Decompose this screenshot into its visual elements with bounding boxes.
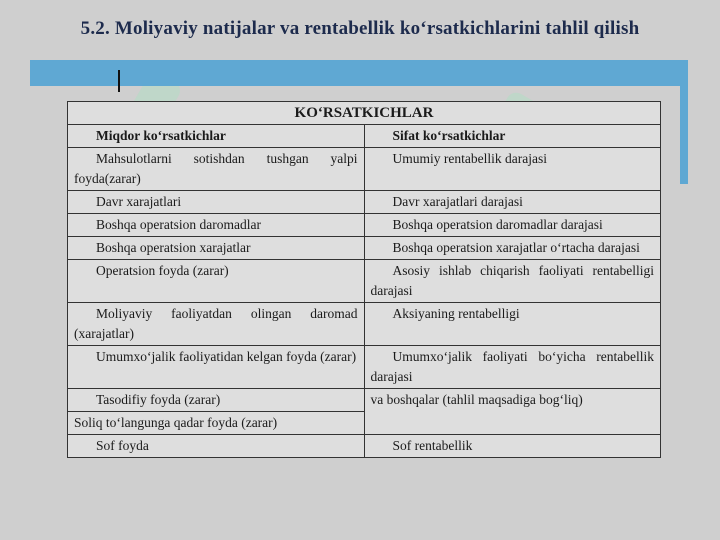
table-row xyxy=(68,237,661,260)
table-row xyxy=(68,346,661,389)
table-row xyxy=(68,260,661,303)
table-header-row xyxy=(68,102,661,125)
table-cell: Boshqa operatsion daromadlar xyxy=(68,214,365,237)
slide-title: 5.2. Moliyaviy natijalar va rentabellik ko‘rsatkichlarini tahlil qilish xyxy=(80,18,640,39)
table-cell: va boshqalar (tahlil maqsadiga bog‘liq) xyxy=(364,389,661,435)
text-cursor xyxy=(118,70,120,92)
table-cell: Umumxo‘jalik faoliyatidan kelgan foyda (zarar) xyxy=(68,346,365,389)
table-row xyxy=(68,389,661,412)
table-cell: Umumiy rentabellik darajasi xyxy=(364,148,661,191)
table-cell: Boshqa operatsion daromadlar darajasi xyxy=(364,214,661,237)
table-cell: Soliq to‘langunga qadar foyda (zarar) xyxy=(68,412,365,435)
table-row xyxy=(68,303,661,346)
table-row xyxy=(68,435,661,458)
table-cell: Boshqa operatsion xarajatlar o‘rtacha darajasi xyxy=(364,237,661,260)
table-cell: Operatsion foyda (zarar) xyxy=(68,260,365,303)
table-cell: Sof rentabellik xyxy=(364,435,661,458)
table-cell: Asosiy ishlab chiqarish faoliyati rentabelligi darajasi xyxy=(364,260,661,303)
table-title: KO‘RSATKICHLAR xyxy=(68,102,661,125)
table-cell: Umumxo‘jalik faoliyati bo‘yicha rentabellik darajasi xyxy=(364,346,661,389)
indicators-table xyxy=(67,101,661,458)
table-cell: Tasodifiy foyda (zarar) xyxy=(68,389,365,412)
table-cell: Davr xarajatlari xyxy=(68,191,365,214)
table-cell: Moliyaviy faoliyatdan olingan daromad (xarajatlar) xyxy=(68,303,365,346)
table-cell: Boshqa operatsion xarajatlar xyxy=(68,237,365,260)
table-cell: Aksiyaning rentabelligi xyxy=(364,303,661,346)
col-header-quantity: Miqdor ko‘rsatkichlar xyxy=(68,125,365,148)
table-cell: Davr xarajatlari darajasi xyxy=(364,191,661,214)
table-cell: Sof foyda xyxy=(68,435,365,458)
table-row xyxy=(68,148,661,191)
table-row xyxy=(68,191,661,214)
header-band xyxy=(30,60,688,86)
col-header-quality: Sifat ko‘rsatkichlar xyxy=(364,125,661,148)
table-row xyxy=(68,214,661,237)
table-cell: Mahsulotlarni sotishdan tushgan yalpi foyda(zarar) xyxy=(68,148,365,191)
table-column-headers xyxy=(68,125,661,148)
header-band-edge xyxy=(680,60,688,184)
